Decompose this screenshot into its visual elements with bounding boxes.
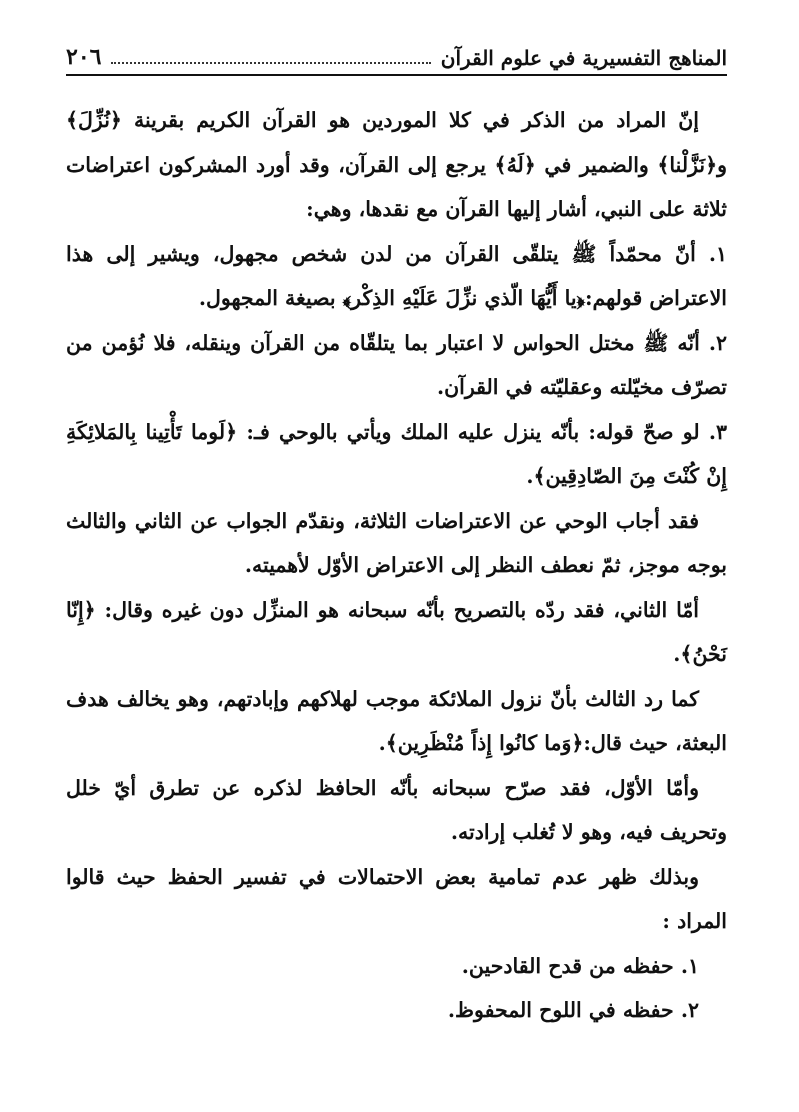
list-item-objection-1: ١. أنّ محمّداً ﷺ يتلقّى القرآن من لدن شخص مجهول، ويشير إلى هذا الاعتراض قولهم:﴿يا أَيُّهَا الّذي نزِّلَ عَلَيْهِ الذِكْر﴾ بصيغة المجهول. [66,241,727,310]
paragraph-answer-second: أمّا الثاني، فقد ردّه بالتصريح بأنّه سبحانه هو المنزِّل دون غيره وقال: ﴿إِنّا نَحْنُ﴾. [66,597,727,666]
list-item-objection-2: ٢. أنّه ﷺ مختل الحواس لا اعتبار بما يتلقّاه من القرآن وينقله، فلا نُؤمن من تصرّف مخيّلته وعقليّته في القرآن. [66,330,727,399]
list-item-interpretation-1: ١. حفظه من قدح القادحين. [461,953,699,978]
main-text [66,98,727,1033]
running-title: المناهج التفسيرية في علوم القرآن [440,46,727,70]
running-header [66,28,727,76]
dotted-leader [111,62,430,64]
paragraph-answer-overview: فقد أجاب الوحي عن الاعتراضات الثلاثة، ونقدّم الجواب عن الثاني والثالث بوجه موجز، ثمّ نعطف النظر إلى الاعتراض الأوّل لأهميته. [66,508,727,577]
paragraph-answer-first: وأمّا الأوّل، فقد صرّح سبحانه بأنّه الحافظ لذكره عن تطرق أيّ خلل وتحريف فيه، وهو لا تُغلب إرادته. [66,775,727,844]
paragraph-answer-third: كما رد الثالث بأنّ نزول الملائكة موجب لهلاكهم وإبادتهم، وهو يخالف هدف البعثة، حيث قال:﴿وَما كانُوا إِذاً مُنْظَرِين﴾. [66,686,727,755]
paragraph-intro: إنّ المراد من الذكر في كلا الموردين هو القرآن الكريم بقرينة ﴿نُزِّلَ﴾ و﴿نَزَّلْنا﴾ والضمير في ﴿لَهُ﴾ يرجع إلى القرآن، وقد أورد المشركون اعتراضات ثلاثة على النبي، أشار إليها القرآن مع نقدها، وهي: [66,108,727,221]
paragraph-interpretations: وبذلك ظهر عدم تمامية بعض الاحتمالات في تفسير الحفظ حيث قالوا المراد : [66,864,727,933]
list-item-interpretation-2: ٢. حفظه في اللوح المحفوظ. [447,998,699,1022]
list-item-objection-3: ٣. لو صحّ قوله: بأنّه ينزل عليه الملك ويأتي بالوحي فـ: ﴿لَوما تَأْتِينا بِالمَلائِكَةِ إِنْ كُنْتَ مِنَ الصّادِقِين﴾. [66,419,727,488]
page-number: ٢٠٦ [66,44,102,70]
